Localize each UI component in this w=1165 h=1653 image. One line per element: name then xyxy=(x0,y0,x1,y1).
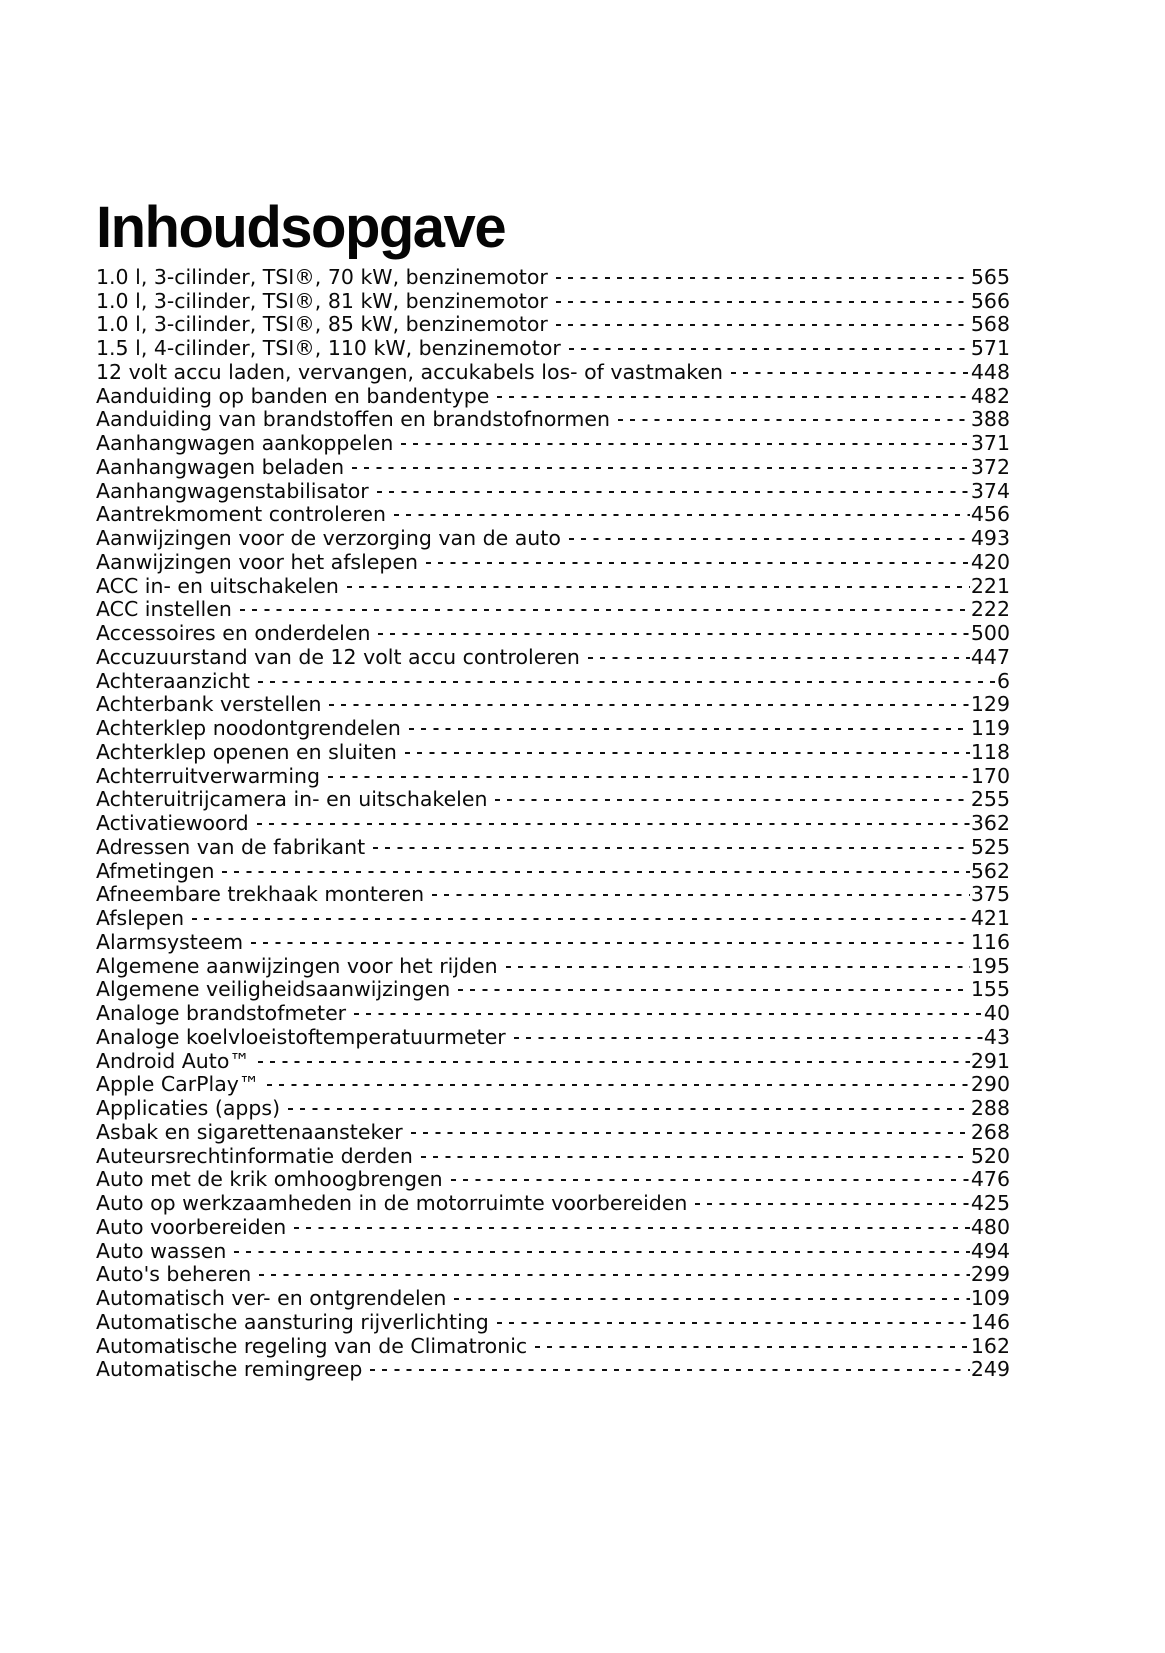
dot-leader xyxy=(257,806,970,830)
toc-entry-label: Asbak en sigarettenaansteker xyxy=(96,1119,403,1144)
toc-entry-page-number: 375 xyxy=(970,882,1010,907)
dot-leader xyxy=(347,569,970,593)
toc-entry-page-number: 566 xyxy=(970,288,1010,313)
toc-entry-page-number: 290 xyxy=(970,1072,1010,1097)
toc-entry-label: Achterruitverwarming xyxy=(96,763,321,788)
toc-entry-label: Aanwijzingen voor de verzorging van de auto xyxy=(96,526,561,550)
toc-entry-page-number: 571 xyxy=(970,336,1010,360)
toc-entry-page-number: 482 xyxy=(970,383,1010,408)
toc-entry-label: 1.5 l, 4-cilinder, TSI®, 110 kW, benzinemotor xyxy=(96,336,561,360)
dot-leader xyxy=(506,949,970,973)
toc-entry-page-number: 525 xyxy=(970,834,1010,859)
dot-leader xyxy=(288,1091,970,1115)
toc-entry-label: Achterbank verstellen xyxy=(96,692,322,717)
dot-leader xyxy=(569,331,970,355)
toc-entry-page-number: 291 xyxy=(970,1048,1010,1073)
toc-entry-label: Auto met de krik omhoogbrengen xyxy=(96,1167,443,1192)
toc-entry-label: Afslepen xyxy=(96,906,185,930)
toc-entry-page-number: 162 xyxy=(970,1333,1010,1358)
toc-entry-page-number: 493 xyxy=(970,526,1010,550)
toc-entry-label: 12 volt accu laden, vervangen, accukabels los- of vastmaken xyxy=(96,359,724,384)
toc-entry-page-number: 425 xyxy=(970,1191,1010,1215)
toc-entry-label: Accuzuurstand van de 12 volt accu controleren xyxy=(96,644,580,669)
toc-entry-page-number: 109 xyxy=(970,1286,1010,1310)
toc-entry-page-number: 288 xyxy=(970,1096,1010,1120)
toc-entry-label: ACC in- en uitschakelen xyxy=(96,573,339,598)
toc-entry-label: Automatisch ver- en ontgrendelen xyxy=(96,1286,447,1310)
dot-leader xyxy=(556,260,970,284)
toc-entry-label: Algemene aanwijzingen voor het rijden xyxy=(96,953,498,978)
dot-leader xyxy=(394,498,970,522)
dot-leader xyxy=(495,783,969,807)
toc-entry-page-number: 43 xyxy=(983,1024,1010,1049)
toc-entry-label: Automatische regeling van de Climatronic xyxy=(96,1333,528,1358)
dot-leader xyxy=(556,284,970,308)
toc-entry-label: Aanhangwagen beladen xyxy=(96,454,345,479)
dot-leader xyxy=(411,1115,970,1139)
toc-entry-page-number: 372 xyxy=(970,454,1010,479)
toc-entry-page-number: 568 xyxy=(970,312,1010,337)
toc-entry-label: Achteraanzicht xyxy=(96,668,250,693)
dot-leader xyxy=(259,1258,970,1282)
dot-leader xyxy=(373,830,970,854)
toc-entry-page-number: 371 xyxy=(970,431,1010,455)
dot-leader xyxy=(497,1305,970,1329)
toc-entry-label: Analoge brandstofmeter xyxy=(96,1001,347,1025)
dot-leader xyxy=(192,901,970,925)
dot-leader xyxy=(377,474,970,498)
toc-entry-page-number: 268 xyxy=(970,1119,1010,1144)
toc-entry-label: Achterklep openen en sluiten xyxy=(96,739,397,764)
dot-leader xyxy=(556,308,970,332)
toc-entry-page-number: 146 xyxy=(970,1309,1010,1334)
dot-leader xyxy=(354,996,983,1020)
toc-entry-page-number: 420 xyxy=(970,549,1010,574)
dot-leader xyxy=(695,1186,969,1210)
toc-entry-page-number: 221 xyxy=(970,573,1010,598)
dot-leader xyxy=(378,616,969,640)
toc-entry-label: Accessoires en onderdelen xyxy=(96,621,371,645)
toc-entry-label: Achterklep noodontgrendelen xyxy=(96,716,401,740)
dot-leader xyxy=(514,1020,983,1044)
dot-leader xyxy=(432,878,970,902)
toc-entry[interactable] xyxy=(96,854,1010,883)
toc-entry-label: Algemene veiligheidsaanwijzingen xyxy=(96,977,451,1002)
toc-entry-page-number: 520 xyxy=(970,1143,1010,1168)
toc-entry-label: Aanhangwagenstabilisator xyxy=(96,478,369,503)
dot-leader xyxy=(618,403,970,427)
toc-entry-page-number: 249 xyxy=(970,1357,1010,1382)
toc-entry-page-number: 565 xyxy=(970,264,1010,289)
toc-entry[interactable] xyxy=(96,901,1010,930)
document-page xyxy=(96,195,1010,1382)
toc-entry[interactable] xyxy=(96,925,1010,954)
toc-entry-page-number: 129 xyxy=(970,692,1010,717)
toc-entry-label: Auteursrechtinformatie derden xyxy=(96,1143,413,1168)
toc-entry-label: Alarmsysteem xyxy=(96,929,244,954)
dot-leader xyxy=(240,593,970,617)
toc-entry-page-number: 500 xyxy=(970,621,1010,645)
toc-entry-label: Auto wassen xyxy=(96,1238,227,1263)
dot-leader xyxy=(569,521,970,545)
dot-leader xyxy=(352,450,970,474)
toc-entry-label: Automatische aansturing rijverlichting xyxy=(96,1309,489,1334)
toc-entry-page-number: 155 xyxy=(970,977,1010,1002)
toc-entry-label: 1.0 l, 3-cilinder, TSI®, 85 kW, benzinemotor xyxy=(96,312,548,337)
toc-entry-page-number: 447 xyxy=(970,644,1010,669)
dot-leader xyxy=(234,1234,969,1258)
toc-entry-label: Adressen van de fabrikant xyxy=(96,834,366,859)
dot-leader xyxy=(426,545,970,569)
dot-leader xyxy=(454,1281,970,1305)
dot-leader xyxy=(497,379,969,403)
toc-entry-page-number: 299 xyxy=(970,1262,1010,1287)
dot-leader xyxy=(258,664,996,688)
toc-entry[interactable] xyxy=(96,260,1010,289)
page-title: Inhoudsopgave xyxy=(96,195,506,260)
dot-leader xyxy=(458,973,970,997)
toc-entry-page-number: 195 xyxy=(970,953,1010,978)
toc-entry-label: Analoge koelvloeistoftemperatuurmeter xyxy=(96,1024,506,1049)
toc-entry-label: Aanwijzingen voor het afslepen xyxy=(96,549,419,574)
toc-entry-page-number: 456 xyxy=(970,502,1010,527)
toc-entry-page-number: 6 xyxy=(996,668,1010,693)
dot-leader xyxy=(588,640,970,664)
dot-leader xyxy=(294,1210,970,1234)
dot-leader xyxy=(401,426,970,450)
toc-entry-label: Auto voorbereiden xyxy=(96,1214,287,1239)
toc-entry-page-number: 255 xyxy=(970,787,1010,812)
dot-leader xyxy=(731,355,970,379)
dot-leader xyxy=(251,925,970,949)
toc-entry-page-number: 170 xyxy=(970,763,1010,788)
table-of-contents xyxy=(96,260,1010,1382)
dot-leader xyxy=(405,735,970,759)
toc-entry-page-number: 119 xyxy=(970,716,1010,740)
toc-entry-label: Auto op werkzaamheden in de motorruimte voorbereiden xyxy=(96,1191,688,1215)
toc-entry-page-number: 480 xyxy=(970,1214,1010,1239)
toc-entry-label: Activatiewoord xyxy=(96,811,249,835)
toc-entry-label: Applicaties (apps) xyxy=(96,1096,281,1120)
toc-entry-page-number: 374 xyxy=(970,478,1010,503)
toc-entry[interactable] xyxy=(96,878,1010,907)
toc-entry-page-number: 388 xyxy=(970,407,1010,432)
toc-entry-label: Android Auto™ xyxy=(96,1048,250,1073)
toc-entry-label: Auto's beheren xyxy=(96,1262,252,1287)
toc-entry-page-number: 448 xyxy=(970,359,1010,384)
toc-entry-page-number: 362 xyxy=(970,811,1010,835)
dot-leader xyxy=(329,688,969,712)
toc-entry-label: Automatische remingreep xyxy=(96,1357,363,1382)
toc-entry-label: Afmetingen xyxy=(96,858,215,883)
toc-entry-page-number: 118 xyxy=(970,739,1010,764)
toc-entry-page-number: 476 xyxy=(970,1167,1010,1192)
toc-entry-page-number: 421 xyxy=(970,906,1010,930)
dot-leader xyxy=(370,1353,969,1377)
dot-leader xyxy=(328,759,970,783)
toc-entry-label: ACC instellen xyxy=(96,597,232,622)
toc-entry-label: 1.0 l, 3-cilinder, TSI®, 81 kW, benzinemotor xyxy=(96,288,548,313)
toc-entry-page-number: 562 xyxy=(970,858,1010,883)
toc-entry-page-number: 222 xyxy=(970,597,1010,622)
toc-entry-label: Aanduiding van brandstoffen en brandstofnormen xyxy=(96,407,611,432)
toc-entry-label: 1.0 l, 3-cilinder, TSI®, 70 kW, benzinemotor xyxy=(96,264,548,289)
toc-entry-label: Aantrekmoment controleren xyxy=(96,502,386,527)
dot-leader xyxy=(222,854,969,878)
toc-entry-page-number: 40 xyxy=(983,1001,1010,1025)
toc-entry-label: Aanhangwagen aankoppelen xyxy=(96,431,394,455)
dot-leader xyxy=(421,1139,970,1163)
toc-entry-label: Aanduiding op banden en bandentype xyxy=(96,383,490,408)
dot-leader xyxy=(451,1163,970,1187)
dot-leader xyxy=(409,711,970,735)
dot-leader xyxy=(267,1068,969,1092)
toc-entry-page-number: 116 xyxy=(970,929,1010,954)
dot-leader xyxy=(258,1044,970,1068)
toc-entry-page-number: 494 xyxy=(970,1238,1010,1263)
toc-entry-label: Achteruitrijcamera in- en uitschakelen xyxy=(96,787,488,812)
toc-entry-label: Afneembare trekhaak monteren xyxy=(96,882,425,907)
toc-entry-label: Apple CarPlay™ xyxy=(96,1072,260,1097)
dot-leader xyxy=(535,1329,970,1353)
